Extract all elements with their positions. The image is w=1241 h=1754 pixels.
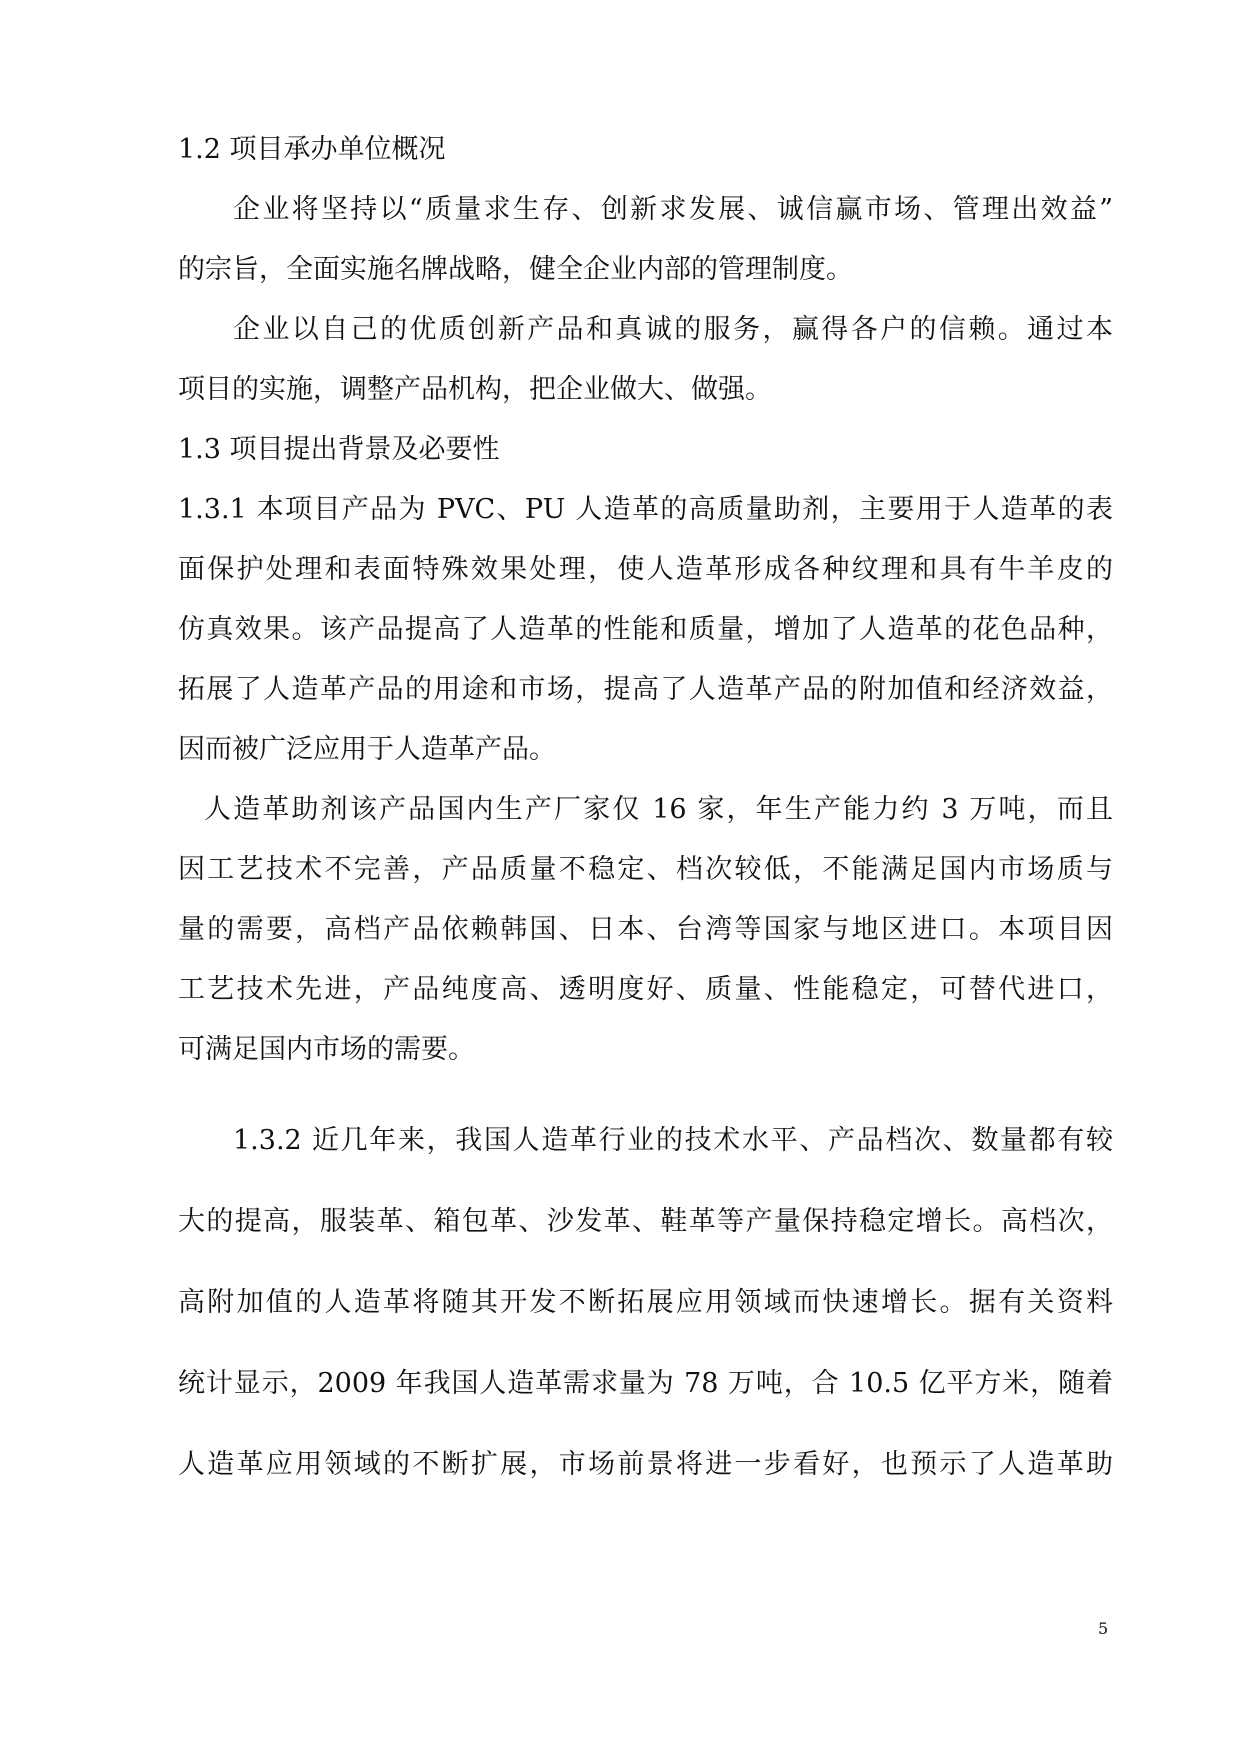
- paragraph-line: 项目的实施，调整产品机构，把企业做大、做强。: [178, 374, 772, 405]
- paragraph-line: 因工艺技术不完善，产品质量不稳定、档次较低，不能满足国内市场质与: [178, 854, 1113, 885]
- paragraph-line: 面保护处理和表面特殊效果处理，使人造革形成各种纹理和具有牛羊皮的: [178, 554, 1113, 585]
- paragraph-line: 1.3.2 近几年来，我国人造革行业的技术水平、产品档次、数量都有较: [233, 1125, 1113, 1156]
- paragraph-line: 人造革应用领域的不断扩展，市场前景将进一步看好，也预示了人造革助: [178, 1449, 1113, 1480]
- paragraph-line: 可满足国内市场的需要。: [178, 1034, 475, 1065]
- paragraph-line: 大的提高，服装革、箱包革、沙发革、鞋革等产量保持稳定增长。高档次，: [178, 1206, 1113, 1237]
- paragraph-line: 企业以自己的优质创新产品和真诚的服务，赢得各户的信赖。通过本: [233, 314, 1113, 345]
- paragraph-line: 仿真效果。该产品提高了人造革的性能和质量，增加了人造革的花色品种，: [178, 614, 1113, 645]
- paragraph-line: 企业将坚持以“质量求生存、创新求发展、诚信赢市场、管理出效益”: [233, 194, 1113, 225]
- paragraph-line: 工艺技术先进，产品纯度高、透明度好、质量、性能稳定，可替代进口，: [178, 974, 1113, 1005]
- paragraph-line: 因而被广泛应用于人造革产品。: [178, 734, 556, 765]
- paragraph-line: 量的需要，高档产品依赖韩国、日本、台湾等国家与地区进口。本项目因: [178, 914, 1113, 945]
- paragraph-line: 统计显示，2009 年我国人造革需求量为 78 万吨，合 10.5 亿平方米，随着: [178, 1368, 1113, 1399]
- paragraph-line: 拓展了人造革产品的用途和市场，提高了人造革产品的附加值和经济效益，: [178, 674, 1113, 705]
- section-1-2-heading: 1.2 项目承办单位概况: [178, 134, 446, 165]
- paragraph-line: 的宗旨，全面实施名牌战略，健全企业内部的管理制度。: [178, 254, 853, 285]
- page-number: 5: [1098, 1619, 1109, 1638]
- section-1-3-heading: 1.3 项目提出背景及必要性: [178, 434, 500, 465]
- paragraph-line: 人造革助剂该产品国内生产厂家仅 16 家，年生产能力约 3 万吨，而且: [204, 794, 1113, 825]
- paragraph-line: 1.3.1 本项目产品为 PVC、PU 人造革的高质量助剂，主要用于人造革的表: [178, 494, 1113, 525]
- paragraph-line: 高附加值的人造革将随其开发不断拓展应用领域而快速增长。据有关资料: [178, 1287, 1113, 1318]
